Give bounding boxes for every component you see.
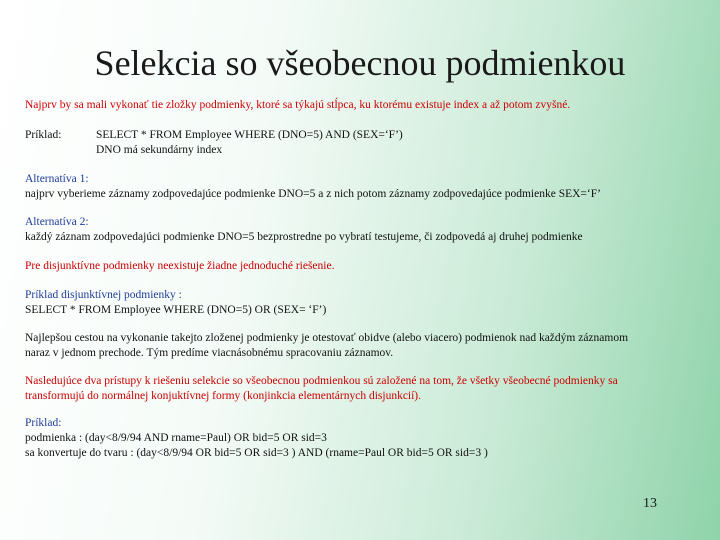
best-way-line1: Najlepšou cestou na vykonanie takejto zloženej podmienky je otestovať obidve (alebo viacero) podmienok nad každým záznamom [25, 332, 629, 344]
example1-query: SELECT * FROM Employee WHERE (DNO=5) AND (SEX=‘F’) [96, 129, 403, 141]
alternative-2 [25, 215, 705, 245]
example2-heading: Príklad: [25, 417, 62, 429]
best-way [25, 331, 705, 361]
approaches [25, 374, 705, 404]
disjunctive-example-query: SELECT * FROM Employee WHERE (DNO=5) OR (SEX= ‘F’) [25, 304, 327, 316]
page-number: 13 [643, 496, 657, 511]
approaches-line2: transformujú do normálnej konjuktívnej formy (konjinkcia elementárnych disjunkcií). [25, 390, 422, 402]
example1-label: Príklad: [25, 129, 62, 141]
slide-title: Selekcia so všeobecnou podmienkou [94, 43, 626, 83]
alt1-text: najprv vyberieme záznamy zodpovedajúce podmienke DNO=5 a z nich potom záznamy zodpovedajúce podmienke SEX=‘F’ [25, 188, 601, 200]
example2 [25, 416, 705, 461]
alt2-heading: Alternatíva 2: [25, 216, 89, 228]
example1 [25, 128, 705, 158]
example1-index-note: DNO má sekundárny index [96, 144, 223, 156]
approaches-line1: Nasledujúce dva prístupy k riešeniu selekcie so všeobecnou podmienkou sú založené na tom, že všetky všeobecné podmienky sa [25, 375, 618, 387]
best-way-line2: naraz v jednom prechode. Tým predíme viacnásobnému spracovaniu záznamov. [25, 347, 394, 359]
example2-converted: sa konvertuje do tvaru : (day<8/9/94 OR bid=5 OR sid=3 ) AND (rname=Paul OR bid=5 OR sid=3 ) [25, 447, 488, 459]
alt1-heading: Alternatíva 1: [25, 173, 89, 185]
alt2-text: každý záznam zodpovedajúci podmienke DNO=5 bezprostredne po vybratí testujeme, či zodpovedá aj druhej podmienke [25, 231, 583, 243]
disjunctive-example-heading: Príklad disjunktívnej podmienky : [25, 289, 182, 301]
example2-condition: podmienka : (day<8/9/94 AND rname=Paul) OR bid=5 OR sid=3 [25, 432, 327, 444]
intro-text: Najprv by sa mali vykonať tie zložky podmienky, ktoré sa týkajú stĺpca, ku ktorému existuje index a až potom zvyšné. [25, 99, 571, 111]
disjunctive-example [25, 288, 705, 318]
disjunctive-note: Pre disjunktívne podmienky neexistuje žiadne jednoduché riešenie. [25, 260, 335, 272]
alternative-1 [25, 172, 705, 202]
